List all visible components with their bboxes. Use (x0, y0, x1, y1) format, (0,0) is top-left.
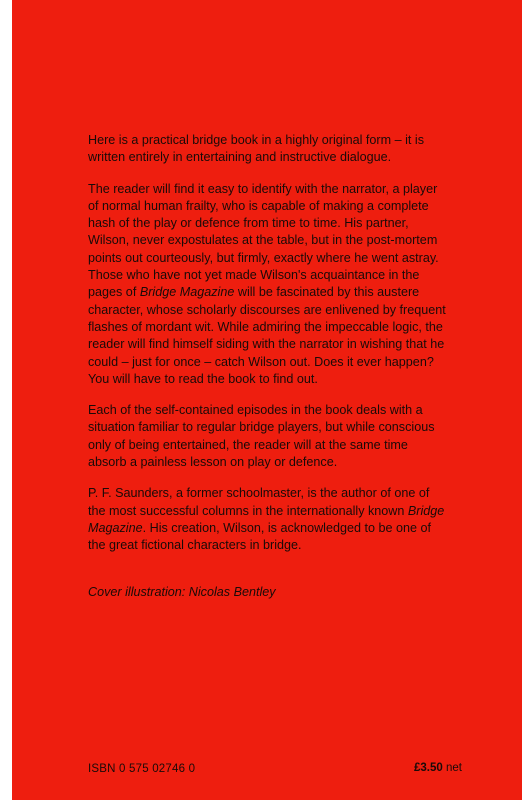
price (414, 762, 462, 774)
intro-text: Here is a practical bridge book in a highly original form – it is written entirely in entertaining and instructive dialogue. (88, 133, 424, 165)
magazine-title: Bridge Magazine (139, 285, 235, 300)
blurb (88, 132, 448, 569)
back-cover (12, 0, 522, 800)
episodes-text: Each of the self-contained episodes in the book deals with a situation familiar to regular bridge players, but while conscious only of being entertained, the reader will at the same time absorb a painless lesson on play or defence. (88, 403, 435, 470)
author-text-b: . His creation, Wilson, is acknowledged to be one of the great fictional characters in bridge. (88, 520, 432, 553)
blurb-paragraph-author (88, 485, 448, 554)
price-suffix: net (442, 762, 462, 774)
magazine-title: Bridge Magazine (88, 503, 445, 535)
cover-credit: Cover illustration: Nicolas Bentley (88, 585, 276, 599)
isbn: ISBN 0 575 02746 0 (88, 763, 196, 775)
narrator-text-b: will be fascinated by this austere character, whose scholarly discourses are enlivened by frequent flashes of mordant wit. While admiring the impeccable logic, the reader will find himself siding with the narrator in wishing that he could – just for once – catch Wilson out. Does it ever happen? You will have to read the book to find out. (88, 285, 446, 386)
narrator-text-a: The reader will find it easy to identify with the narrator, a player of normal human frailty, who is capable of making a complete hash of the play or defence from time to time. His partner, Wilson, never expostulates at the table, but in the post-mortem points out courteously, but firmly, exactly where he went astray. Those who have not yet made Wilson's acquaintance in the pages of (88, 181, 439, 300)
author-text-a: P. F. Saunders, a former schoolmaster, is the author of one of the most successful columns in the internationally known (88, 486, 430, 518)
price-amount: £3.50 (414, 762, 443, 774)
blurb-paragraph-intro (88, 132, 448, 167)
blurb-paragraph-narrator (88, 181, 448, 389)
blurb-paragraph-episodes (88, 402, 448, 471)
